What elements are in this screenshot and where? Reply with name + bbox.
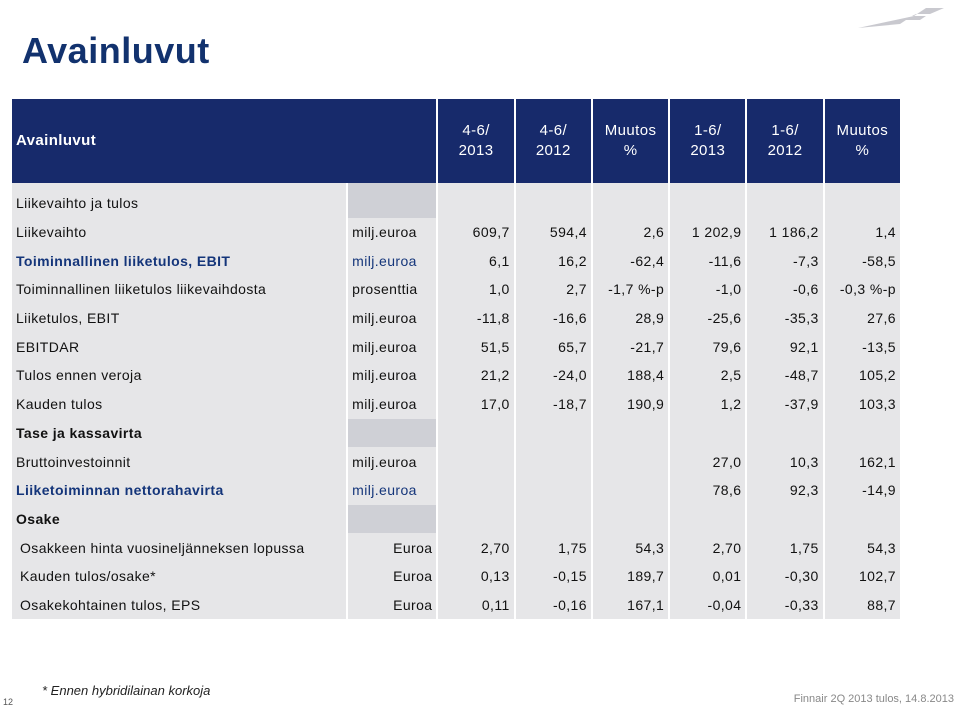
cell-value: 54,3 [825,533,900,562]
cell-value [593,447,668,476]
cell-value: 10,3 [747,447,822,476]
page-title: Avainluvut [22,30,210,71]
table-row [12,304,900,333]
cell-value: 27,0 [670,447,745,476]
section-cell [516,505,591,534]
section-row [12,419,900,448]
cell-value: -25,6 [670,304,745,333]
row-unit: milj.euroa [348,476,436,505]
section-label-balance: Tase ja kassavirta [12,419,346,448]
cell-value: 0,01 [670,562,745,591]
table-row [12,476,900,505]
cell-value [438,476,513,505]
cell-value: 1,0 [438,275,513,304]
row-label: Liikevaihto [12,218,346,247]
cell-value: -37,9 [747,390,822,419]
cell-value: 1,2 [670,390,745,419]
cell-value: -58,5 [825,246,900,275]
row-unit: Euroa [348,591,436,620]
cell-value: 78,6 [670,476,745,505]
header-h1-2012: 1-6/ 2012 [747,99,822,183]
section-cell [670,505,745,534]
cell-value: 103,3 [825,390,900,419]
cell-value: -1,0 [670,275,745,304]
cell-value: 189,7 [593,562,668,591]
cell-value: 27,6 [825,304,900,333]
cell-value: 92,3 [747,476,822,505]
cell-value: -24,0 [516,361,591,390]
section-cell [516,419,591,448]
row-label: Osakekohtainen tulos, EPS [12,591,346,620]
row-label: Bruttoinvestoinnit [12,447,346,476]
row-unit: Euroa [348,562,436,591]
cell-value: 609,7 [438,218,513,247]
cell-value: 105,2 [825,361,900,390]
row-label: Liiketulos, EBIT [12,304,346,333]
cell-value: -0,04 [670,591,745,620]
cell-value: 102,7 [825,562,900,591]
section-cell [670,419,745,448]
row-label: Kauden tulos [12,390,346,419]
cell-value: 28,9 [593,304,668,333]
row-label: Toiminnallinen liiketulos, EBIT [12,246,346,275]
section-cell [348,419,436,448]
cell-value: 65,7 [516,332,591,361]
section-cell [516,183,591,218]
table-row [12,218,900,247]
cell-value: 167,1 [593,591,668,620]
row-unit: milj.euroa [348,332,436,361]
cell-value: 190,9 [593,390,668,419]
row-label: Toiminnallinen liiketulos liikevaihdosta [12,275,346,304]
cell-value: 17,0 [438,390,513,419]
cell-value: 0,11 [438,591,513,620]
cell-value: -7,3 [747,246,822,275]
cell-value: 51,5 [438,332,513,361]
key-figures-table [10,99,902,619]
row-unit: milj.euroa [348,246,436,275]
cell-value [516,476,591,505]
cell-value: 2,70 [438,533,513,562]
cell-value: -0,6 [747,275,822,304]
cell-value: 1 186,2 [747,218,822,247]
cell-value: 54,3 [593,533,668,562]
table-row [12,246,900,275]
section-row [12,183,900,218]
section-cell [593,505,668,534]
row-unit: milj.euroa [348,304,436,333]
table-row [12,447,900,476]
header-q2-2012: 4-6/ 2012 [516,99,591,183]
cell-value: 92,1 [747,332,822,361]
cell-value [438,447,513,476]
row-label: Tulos ennen veroja [12,361,346,390]
row-unit: milj.euroa [348,361,436,390]
finnair-logo-icon [856,6,946,30]
section-label-revenue: Liikevaihto ja tulos [12,183,346,218]
section-cell [747,419,822,448]
cell-value: -11,6 [670,246,745,275]
cell-value: -0,16 [516,591,591,620]
cell-value: -14,9 [825,476,900,505]
cell-value: -0,33 [747,591,822,620]
cell-value: 162,1 [825,447,900,476]
cell-value: -13,5 [825,332,900,361]
table-header-row [12,99,900,183]
cell-value: -1,7 %-p [593,275,668,304]
header-h1-2013: 1-6/ 2013 [670,99,745,183]
cell-value: 16,2 [516,246,591,275]
section-cell [438,505,513,534]
page-number: 12 [3,697,14,707]
row-label: Liiketoiminnan nettorahavirta [12,476,346,505]
cell-value: -0,30 [747,562,822,591]
table-row [12,332,900,361]
header-q2-2013: 4-6/ 2013 [438,99,513,183]
cell-value: 0,13 [438,562,513,591]
cell-value [593,476,668,505]
cell-value: 188,4 [593,361,668,390]
footer-text: Finnair 2Q 2013 tulos, 14.8.2013 [793,693,954,705]
cell-value [516,447,591,476]
cell-value: 88,7 [825,591,900,620]
cell-value: -16,6 [516,304,591,333]
cell-value: 1,75 [747,533,822,562]
cell-value: 2,70 [670,533,745,562]
table-row [12,533,900,562]
section-cell [747,505,822,534]
cell-value: 594,4 [516,218,591,247]
cell-value: -62,4 [593,246,668,275]
cell-value: 1 202,9 [670,218,745,247]
cell-value: 6,1 [438,246,513,275]
header-change-q: Muutos % [593,99,668,183]
section-cell [438,183,513,218]
header-label: Avainluvut [12,99,436,183]
table-row [12,361,900,390]
section-cell [593,419,668,448]
row-label: Osakkeen hinta vuosineljänneksen lopussa [12,533,346,562]
section-cell [825,183,900,218]
cell-value: 2,7 [516,275,591,304]
section-cell [593,183,668,218]
section-cell [825,505,900,534]
cell-value: -48,7 [747,361,822,390]
row-unit: prosenttia [348,275,436,304]
section-cell [670,183,745,218]
header-change-h: Muutos % [825,99,900,183]
cell-value: -18,7 [516,390,591,419]
section-cell [348,505,436,534]
section-row [12,505,900,534]
cell-value: 2,5 [670,361,745,390]
cell-value: 21,2 [438,361,513,390]
cell-value: -0,3 %-p [825,275,900,304]
row-unit: Euroa [348,533,436,562]
table-row [12,390,900,419]
section-cell [747,183,822,218]
cell-value: 1,4 [825,218,900,247]
cell-value: 2,6 [593,218,668,247]
section-cell [348,183,436,218]
row-unit: milj.euroa [348,447,436,476]
cell-value: -35,3 [747,304,822,333]
cell-value: -21,7 [593,332,668,361]
cell-value: 1,75 [516,533,591,562]
cell-value: -0,15 [516,562,591,591]
table-row [12,591,900,620]
row-label: EBITDAR [12,332,346,361]
table-row [12,275,900,304]
cell-value: 79,6 [670,332,745,361]
cell-value: -11,8 [438,304,513,333]
section-cell [438,419,513,448]
row-unit: milj.euroa [348,390,436,419]
row-unit: milj.euroa [348,218,436,247]
row-label: Kauden tulos/osake* [12,562,346,591]
section-cell [825,419,900,448]
section-label-share: Osake [12,505,346,534]
footnote: * Ennen hybridilainan korkoja [42,683,211,698]
table-row [12,562,900,591]
